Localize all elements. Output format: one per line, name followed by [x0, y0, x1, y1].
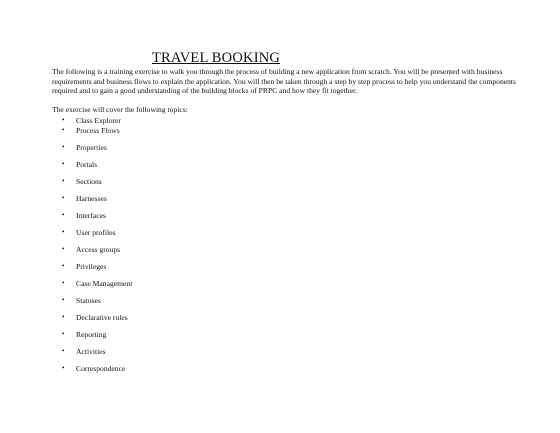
topics-lead-text: The exercise will cover the following topics: [52, 105, 188, 114]
bullet-icon: • [62, 313, 65, 321]
bullet-icon: • [62, 262, 65, 270]
topic-label: Declarative rules [76, 313, 128, 322]
topic-label: Statuses [76, 296, 101, 305]
bullet-icon: • [62, 228, 65, 236]
topic-label: Properties [76, 143, 107, 152]
topic-label: Correspondence [76, 364, 126, 373]
bullet-icon: • [62, 330, 65, 338]
bullet-icon: • [62, 177, 65, 185]
document-title: TRAVEL BOOKING [152, 50, 281, 66]
topic-label: User profiles [76, 228, 116, 237]
topic-label: Activities [76, 347, 106, 356]
bullet-icon: • [62, 211, 65, 219]
topic-label: Class Explorer [76, 116, 121, 125]
bullet-icon: • [62, 364, 65, 372]
topic-label: Reporting [76, 330, 107, 339]
topic-label: Process Flows [76, 126, 120, 135]
topic-label: Case Management [76, 279, 133, 288]
bullet-icon: • [62, 194, 65, 202]
topic-label: Portals [76, 160, 98, 169]
topic-label: Access groups [76, 245, 121, 254]
bullet-icon: • [62, 279, 65, 287]
bullet-icon: • [62, 143, 65, 151]
intro-paragraph: The following is a training exercise to walk you through the process of building a new application from scratch. You will be presented with business requirements and business flows to explain the application. You will then be taken through a step by step process to help you understand the components required and to gain a good understanding of the building blocks of PRPC and how they fit together. [52, 67, 516, 96]
topic-label: Harnesses [76, 194, 107, 203]
topic-label: Sections [76, 177, 102, 186]
bullet-icon: • [62, 116, 65, 124]
bullet-icon: • [62, 296, 65, 304]
bullet-icon: • [62, 160, 65, 168]
topic-label: Interfaces [76, 211, 106, 220]
bullet-icon: • [62, 347, 65, 355]
topic-label: Privileges [76, 262, 107, 271]
bullet-icon: • [62, 126, 65, 134]
bullet-icon: • [62, 245, 65, 253]
